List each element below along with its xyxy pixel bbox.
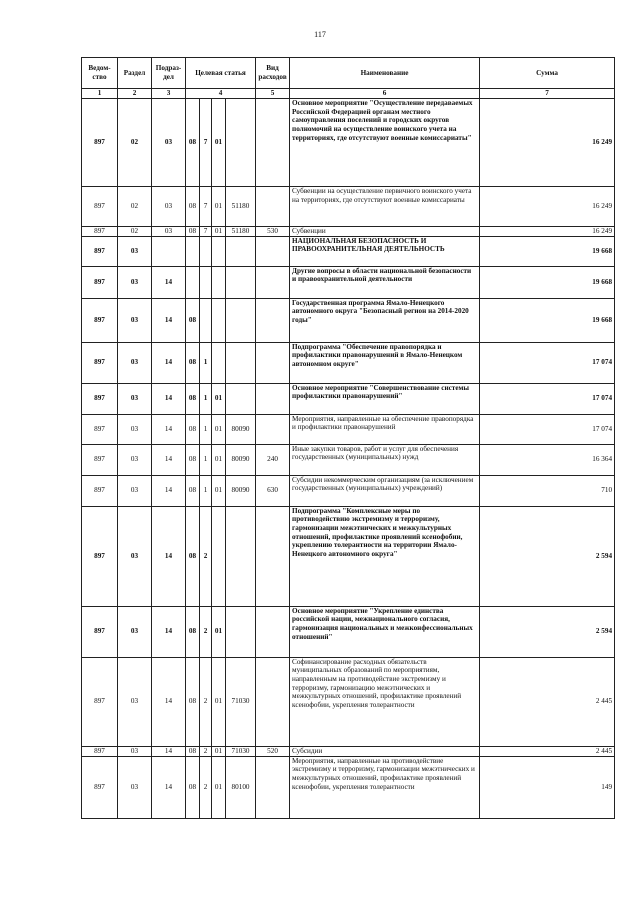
cell-target-direction: 80090 (226, 444, 256, 475)
cell-sum: 2 445 (480, 657, 615, 746)
cell-podrazdel: 14 (152, 756, 186, 818)
cell-target-direction: 80090 (226, 475, 256, 506)
cell-target-event: 01 (212, 414, 226, 444)
cell-razdel: 03 (118, 756, 152, 818)
cell-target-event (212, 342, 226, 383)
cell-target-event (212, 298, 226, 342)
cell-ved: 897 (82, 99, 118, 187)
cell-podrazdel: 14 (152, 298, 186, 342)
table-row (82, 506, 615, 606)
cell-razdel: 03 (118, 606, 152, 657)
table-row (82, 266, 615, 298)
cell-razdel: 03 (118, 266, 152, 298)
cell-sum: 19 668 (480, 298, 615, 342)
cell-razdel: 03 (118, 746, 152, 756)
cell-target-event: 01 (212, 444, 226, 475)
cell-name: Подпрограмма "Обеспечение правопорядка и профилактики правонарушений в Ямало-Ненецком автономном округе" (290, 342, 480, 383)
cell-razdel: 02 (118, 187, 152, 227)
cell-sum: 17 074 (480, 383, 615, 414)
cell-target-program: 08 (186, 99, 200, 187)
cell-target-direction (226, 236, 256, 266)
cell-sum: 2 594 (480, 506, 615, 606)
cell-target-event (212, 506, 226, 606)
cell-sum: 16 249 (480, 99, 615, 187)
header-vid: Вид расходов (256, 58, 290, 89)
cell-expense-type: 530 (256, 227, 290, 237)
cell-sum: 2 445 (480, 746, 615, 756)
cell-name: Субвенции (290, 227, 480, 237)
cell-name: Субсидии некоммерческим организациям (за исключением государственных (муниципальных) учреждений) (290, 475, 480, 506)
table-row (82, 342, 615, 383)
cell-target-direction: 71030 (226, 746, 256, 756)
cell-razdel: 03 (118, 414, 152, 444)
cell-target-direction (226, 383, 256, 414)
cell-target-subprogram: 1 (200, 444, 212, 475)
cell-name: НАЦИОНАЛЬНАЯ БЕЗОПАСНОСТЬ И ПРАВООХРАНИТЕЛЬНАЯ ДЕЯТЕЛЬНОСТЬ (290, 236, 480, 266)
cell-expense-type (256, 99, 290, 187)
cell-ved: 897 (82, 298, 118, 342)
cell-expense-type: 520 (256, 746, 290, 756)
cell-target-event: 01 (212, 187, 226, 227)
cell-target-subprogram: 1 (200, 342, 212, 383)
cell-podrazdel: 14 (152, 342, 186, 383)
cell-target-program: 08 (186, 444, 200, 475)
cell-target-event: 01 (212, 99, 226, 187)
cell-podrazdel: 14 (152, 475, 186, 506)
cell-target-subprogram: 7 (200, 227, 212, 237)
cell-podrazdel: 14 (152, 506, 186, 606)
cell-target-subprogram (200, 298, 212, 342)
cell-razdel: 03 (118, 342, 152, 383)
cell-podrazdel: 14 (152, 657, 186, 746)
cell-expense-type (256, 756, 290, 818)
cell-name: Основное мероприятие "Осуществление передаваемых Российской Федерацией органам местного самоуправления поселений и городских округов полномочий на осуществление воинского учета на территориях, где отсутствуют военные комиссариаты" (290, 99, 480, 187)
cell-ved: 897 (82, 746, 118, 756)
col-num: 1 (82, 89, 118, 99)
cell-target-program: 08 (186, 187, 200, 227)
page-number: 117 (314, 30, 326, 39)
cell-target-event: 01 (212, 383, 226, 414)
cell-target-program: 08 (186, 227, 200, 237)
cell-target-subprogram: 2 (200, 746, 212, 756)
cell-sum: 17 074 (480, 414, 615, 444)
cell-target-subprogram: 7 (200, 187, 212, 227)
cell-ved: 897 (82, 266, 118, 298)
cell-sum: 17 074 (480, 342, 615, 383)
cell-ved: 897 (82, 444, 118, 475)
col-num: 2 (118, 89, 152, 99)
cell-target-program (186, 266, 200, 298)
header-row (82, 58, 615, 89)
cell-ved: 897 (82, 414, 118, 444)
cell-name: Основное мероприятие "Укрепление единства российской нации, межнационального согласия, гармонизация национальных и межконфессиональных отношений" (290, 606, 480, 657)
cell-expense-type: 630 (256, 475, 290, 506)
cell-target-direction (226, 342, 256, 383)
column-number-row (82, 89, 615, 99)
cell-target-event: 01 (212, 657, 226, 746)
cell-target-event: 01 (212, 746, 226, 756)
cell-razdel: 03 (118, 298, 152, 342)
cell-target-program: 08 (186, 383, 200, 414)
cell-expense-type: 240 (256, 444, 290, 475)
cell-target-event (212, 266, 226, 298)
cell-target-event: 01 (212, 227, 226, 237)
cell-target-program: 08 (186, 342, 200, 383)
cell-podrazdel (152, 236, 186, 266)
cell-sum: 16 249 (480, 187, 615, 227)
cell-name: Субвенции на осуществление первичного воинского учета на территориях, где отсутствуют военные комиссариаты (290, 187, 480, 227)
cell-podrazdel: 03 (152, 227, 186, 237)
cell-target-subprogram (200, 236, 212, 266)
cell-expense-type (256, 298, 290, 342)
cell-podrazdel: 03 (152, 187, 186, 227)
cell-target-program: 08 (186, 506, 200, 606)
cell-ved: 897 (82, 756, 118, 818)
table-row (82, 187, 615, 227)
header-name: Наименование (290, 58, 480, 89)
col-num: 7 (480, 89, 615, 99)
cell-name: Мероприятия, направленные на противодействие экстремизму и терроризму, гармонизации межэтнических и межкультурных отношений, профилактике проявлений ксенофобии, укрепления толерантности (290, 756, 480, 818)
col-num: 5 (256, 89, 290, 99)
cell-target-subprogram: 1 (200, 414, 212, 444)
cell-target-direction (226, 266, 256, 298)
header-podrazdel: Подраз-дел (152, 58, 186, 89)
table-row (82, 444, 615, 475)
cell-name: Мероприятия, направленные на обеспечение правопорядка и профилактики правонарушений (290, 414, 480, 444)
cell-target-program: 08 (186, 298, 200, 342)
cell-name: Государственная программа Ямало-Ненецкого автономного округа "Безопасный регион на 2014-2020 годы" (290, 298, 480, 342)
cell-target-direction: 71030 (226, 657, 256, 746)
cell-sum: 19 668 (480, 236, 615, 266)
cell-ved: 897 (82, 342, 118, 383)
cell-razdel: 02 (118, 227, 152, 237)
cell-name: Подпрограмма "Комплексные меры по противодействию экстремизму и терроризму, гармонизации межэтнических и межкультурных отношений, профилактике проявлений ксенофобии, укреплению толерантности на территории Ямало-Ненецкого автономного округа" (290, 506, 480, 606)
table-row (82, 657, 615, 746)
cell-target-direction (226, 506, 256, 606)
cell-target-subprogram: 7 (200, 99, 212, 187)
cell-sum: 16 249 (480, 227, 615, 237)
header-celevaya: Целевая статья (186, 58, 256, 89)
cell-razdel: 02 (118, 99, 152, 187)
cell-target-subprogram: 2 (200, 606, 212, 657)
cell-target-subprogram: 2 (200, 506, 212, 606)
cell-ved: 897 (82, 475, 118, 506)
cell-expense-type (256, 187, 290, 227)
table-row (82, 236, 615, 266)
table-row (82, 606, 615, 657)
col-num: 3 (152, 89, 186, 99)
cell-target-direction: 80090 (226, 414, 256, 444)
table-row (82, 99, 615, 187)
cell-razdel: 03 (118, 506, 152, 606)
cell-podrazdel: 14 (152, 444, 186, 475)
cell-name: Софинансирование расходных обязательств муниципальных образований по мероприятиям, направленным на противодействие экстремизму и терроризму, гармонизацию межэтнических и межкультурных отношений, профилактике проявлений ксенофобии, укрепления толерантности (290, 657, 480, 746)
cell-target-event: 01 (212, 475, 226, 506)
cell-razdel: 03 (118, 657, 152, 746)
cell-name: Основное мероприятие "Совершенствование системы профилактики правонарушений" (290, 383, 480, 414)
cell-name: Иные закупки товаров, работ и услуг для обеспечения государственных (муниципальных) нужд (290, 444, 480, 475)
cell-razdel: 03 (118, 236, 152, 266)
cell-expense-type (256, 606, 290, 657)
cell-podrazdel: 14 (152, 266, 186, 298)
cell-podrazdel: 14 (152, 414, 186, 444)
table-row (82, 298, 615, 342)
header-ved: Ведом-ство (82, 58, 118, 89)
table-row (82, 746, 615, 756)
cell-target-program (186, 236, 200, 266)
cell-razdel: 03 (118, 383, 152, 414)
cell-target-direction (226, 298, 256, 342)
cell-target-subprogram: 1 (200, 383, 212, 414)
cell-expense-type (256, 266, 290, 298)
cell-target-event: 01 (212, 606, 226, 657)
cell-ved: 897 (82, 227, 118, 237)
table-row (82, 756, 615, 818)
cell-expense-type (256, 414, 290, 444)
cell-ved: 897 (82, 383, 118, 414)
cell-podrazdel: 03 (152, 99, 186, 187)
cell-podrazdel: 14 (152, 606, 186, 657)
cell-target-program: 08 (186, 475, 200, 506)
cell-razdel: 03 (118, 444, 152, 475)
cell-sum: 2 594 (480, 606, 615, 657)
col-num: 6 (290, 89, 480, 99)
cell-target-direction: 80100 (226, 756, 256, 818)
cell-target-event: 01 (212, 756, 226, 818)
cell-name: Субсидии (290, 746, 480, 756)
cell-razdel: 03 (118, 475, 152, 506)
cell-target-subprogram (200, 266, 212, 298)
table-row (82, 414, 615, 444)
cell-ved: 897 (82, 606, 118, 657)
cell-target-program: 08 (186, 746, 200, 756)
cell-expense-type (256, 236, 290, 266)
cell-ved: 897 (82, 236, 118, 266)
header-sum: Сумма (480, 58, 615, 89)
header-razdel: Раздел (118, 58, 152, 89)
cell-target-subprogram: 1 (200, 475, 212, 506)
cell-target-direction: 51180 (226, 187, 256, 227)
cell-target-subprogram: 2 (200, 657, 212, 746)
cell-podrazdel: 14 (152, 383, 186, 414)
cell-target-program: 08 (186, 414, 200, 444)
col-num: 4 (186, 89, 256, 99)
table-row (82, 227, 615, 237)
cell-target-direction (226, 99, 256, 187)
table-row (82, 383, 615, 414)
cell-expense-type (256, 657, 290, 746)
cell-target-program: 08 (186, 606, 200, 657)
cell-sum: 16 364 (480, 444, 615, 475)
cell-name: Другие вопросы в области национальной безопасности и правоохранительной деятельности (290, 266, 480, 298)
cell-target-program: 08 (186, 657, 200, 746)
cell-expense-type (256, 342, 290, 383)
cell-target-direction: 51180 (226, 227, 256, 237)
cell-sum: 710 (480, 475, 615, 506)
cell-ved: 897 (82, 187, 118, 227)
cell-target-event (212, 236, 226, 266)
cell-target-program: 08 (186, 756, 200, 818)
cell-target-direction (226, 606, 256, 657)
cell-expense-type (256, 506, 290, 606)
cell-podrazdel: 14 (152, 746, 186, 756)
cell-ved: 897 (82, 657, 118, 746)
cell-sum: 19 668 (480, 266, 615, 298)
budget-table (81, 57, 615, 819)
cell-expense-type (256, 383, 290, 414)
cell-sum: 149 (480, 756, 615, 818)
table-row (82, 475, 615, 506)
cell-target-subprogram: 2 (200, 756, 212, 818)
cell-ved: 897 (82, 506, 118, 606)
